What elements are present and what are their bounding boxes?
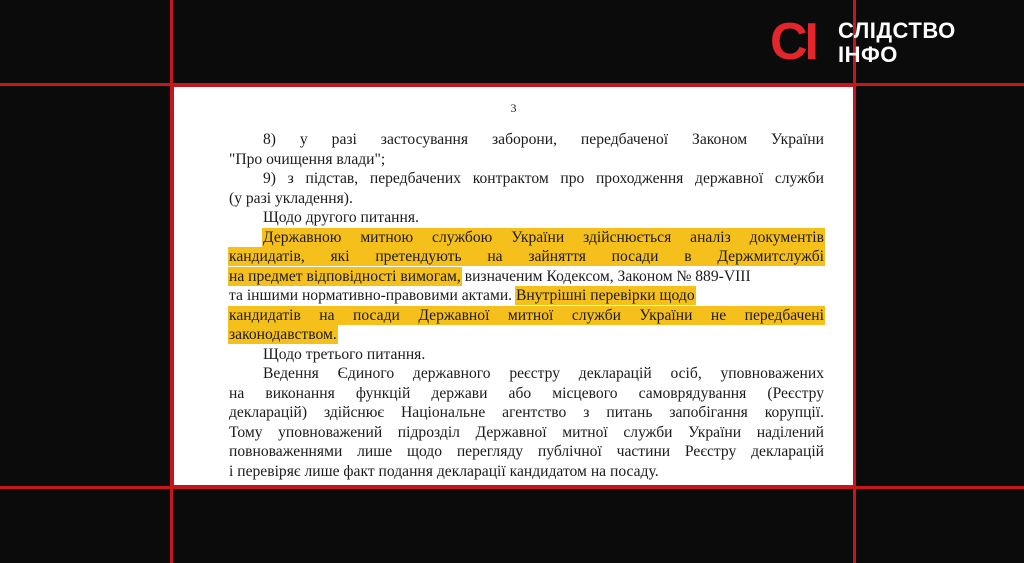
highlighted-text: кандидатів на посади Державної митної служби України не передбачені	[229, 306, 824, 324]
document-line	[229, 228, 824, 248]
document-line	[229, 325, 824, 345]
document-body	[229, 130, 824, 481]
document-line	[229, 189, 824, 209]
document-line	[229, 423, 824, 443]
line-text: визначеним Кодексом, Законом № 889-VIII	[460, 267, 751, 285]
document-line	[229, 364, 824, 384]
document-line	[229, 247, 824, 267]
document-line	[229, 130, 824, 150]
logo-mark: СІ	[770, 13, 816, 71]
highlighted-text: законодавством.	[229, 326, 337, 343]
line-text: і перевіряє лише факт подання декларації кандидатом на посаду.	[229, 462, 659, 480]
line-text: 8) у разі застосування заборони, передбаченої Законом України	[263, 131, 824, 148]
line-text: на виконання функцій держави або місцевого самоврядування (Реєстру	[229, 384, 824, 402]
document-line	[229, 462, 824, 482]
document-line	[229, 403, 824, 423]
document-line	[229, 442, 824, 462]
slidstvo-info-logo	[770, 13, 980, 71]
page-number: 3	[510, 101, 517, 115]
document-line	[229, 150, 824, 170]
document-line	[229, 384, 824, 404]
highlighted-text: кандидатів, які претендують на зайняття посади в Держмитслужбі	[229, 248, 824, 265]
line-text: Ведення Єдиного державного реєстру декларацій осіб, уповноважених	[263, 365, 824, 382]
line-text: Тому уповноважений підрозділ Державної митної служби України наділений	[229, 423, 824, 441]
line-text: "Про очищення влади";	[229, 150, 386, 168]
line-text: 9) з підстав, передбачених контрактом про проходження державної служби	[263, 170, 824, 187]
line-text: декларацій) здійснює Національне агентство з питань запобігання корупції.	[229, 404, 824, 421]
highlighted-text: на предмет відповідності вимогам,	[229, 267, 461, 285]
logo-line-1: СЛІДСТВО	[838, 18, 956, 43]
line-text: Щодо третього питання.	[263, 345, 426, 363]
document-page	[171, 84, 856, 488]
line-text: повноваженнями лише щодо перегляду публічної частини Реєстру декларацій	[229, 443, 824, 460]
document-line	[229, 306, 824, 326]
document-line	[229, 286, 824, 306]
highlighted-text: Внутрішні перевірки щодо	[515, 287, 695, 304]
line-text: (у разі укладення).	[229, 189, 353, 207]
logo-line-2: ІНФО	[838, 42, 898, 67]
document-line	[229, 345, 824, 365]
document-line	[229, 208, 824, 228]
document-line	[229, 267, 824, 287]
line-text: та іншими нормативно-правовими актами.	[229, 287, 516, 304]
highlighted-text: Державною митною службою України здійснюється аналіз документів	[263, 228, 824, 246]
document-line	[229, 169, 824, 189]
line-text: Щодо другого питання.	[263, 209, 419, 226]
